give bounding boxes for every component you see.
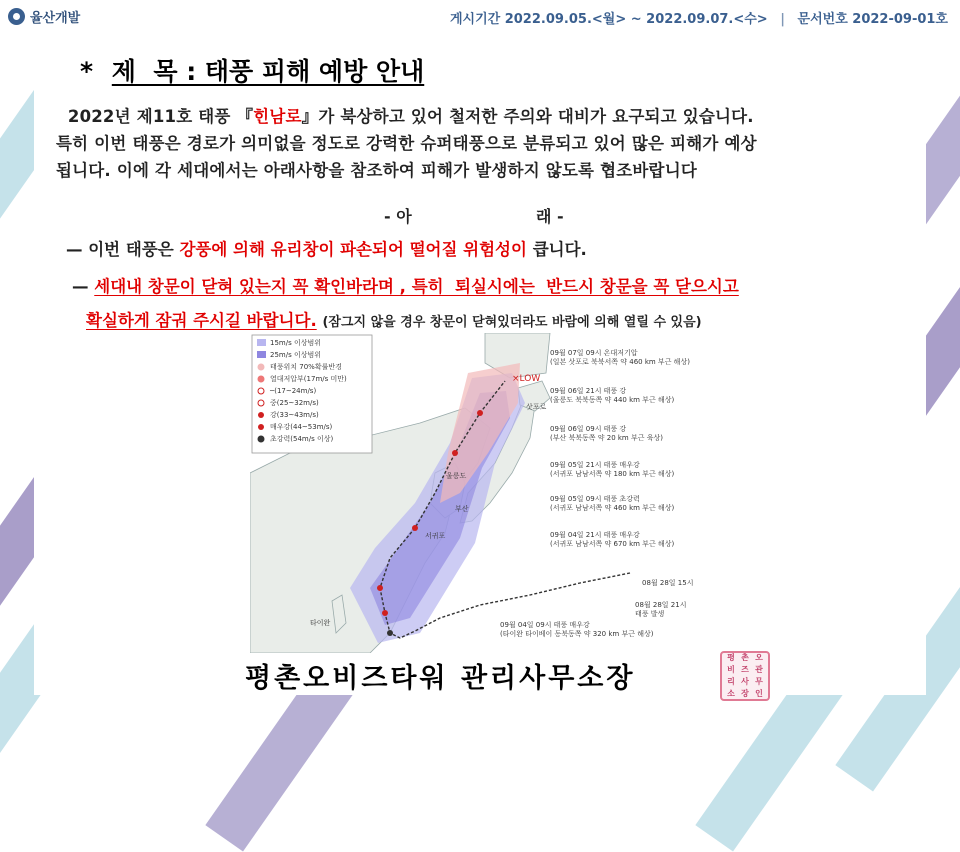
bullet1-prefix: — 이번 태풍은 — [66, 240, 180, 259]
notice-title — [80, 52, 424, 88]
track-point — [382, 610, 388, 616]
place-label: 타이완 — [310, 619, 331, 627]
legend-item: 중(25~32m/s) — [270, 399, 319, 407]
place-label: 삿포로 — [526, 403, 547, 411]
intro-line1-a: 2022년 제11호 태풍 『 — [67, 107, 254, 126]
intro-line1-b: 』가 북상하고 있어 철저한 주의와 대비가 요구되고 있습니다. — [301, 107, 754, 126]
typhoon-track-map — [250, 333, 708, 653]
track-annotation-detail: (울릉도 북북동쪽 약 440 km 부근 해상) — [550, 396, 675, 404]
legend-item: 매우강(44~53m/s) — [270, 423, 333, 431]
typhoon-name: 힌남로 — [253, 107, 302, 126]
bullet3-note: (잠그지 않을 경우 창문이 닫혀있더라도 바람에 의해 열릴 수 있음) — [322, 315, 702, 330]
legend-item: 초강력(54m/s 이상) — [270, 435, 334, 443]
track-annotation-detail: (서귀포 남남서쪽 약 180 km 부근 해상) — [550, 470, 675, 478]
legend-item: 강(33~43m/s) — [270, 411, 319, 419]
place-label: 서귀포 — [425, 532, 446, 540]
track-annotation: 08월 28일 15시 — [642, 579, 694, 587]
place-label: 부산 — [455, 505, 469, 513]
track-annotation-detail: (타이완 타이베이 동북동쪽 약 320 km 부근 해상) — [500, 630, 654, 638]
track-annotation-detail: (서귀포 남남서쪽 약 670 km 부근 해상) — [550, 540, 675, 548]
track-point — [477, 410, 483, 416]
legend-item: 열대저압부(17m/s 미만) — [270, 375, 347, 383]
track-annotation-detail: 태풍 발생 — [635, 610, 665, 618]
map-svg — [250, 333, 708, 653]
bullet1-warning: 강풍에 의해 유리창이 파손되어 떨어질 위험성이 — [179, 240, 527, 259]
bullet3-warning: 확실하게 잠궈 주시길 바랍니다. — [86, 311, 317, 330]
track-annotation-detail: (부산 북북동쪽 약 20 km 부근 육상) — [550, 434, 663, 442]
track-annotation: 09월 06일 09시 태풍 강 — [550, 425, 627, 433]
company-logo — [8, 5, 80, 27]
bullet-item-2 — [72, 273, 739, 297]
below-marker-left: - 아 — [384, 207, 412, 226]
track-annotation: 09월 05일 21시 태풍 매우강 — [550, 461, 640, 469]
bullet1-suffix: 큽니다. — [526, 240, 587, 259]
intro-line2: 특히 이번 태풍은 경로가 의미없을 정도로 강력한 슈퍼태풍으로 분류되고 있어 많은 피해가 예상 — [56, 134, 757, 153]
bullet-item-3 — [86, 307, 702, 331]
track-annotation: 08월 28일 21시 — [635, 601, 687, 609]
separator: | — [780, 12, 785, 27]
title-text: 제 목 : 태풍 피해 예방 안내 — [111, 57, 425, 86]
track-annotation-detail: (일본 삿포로 북북서쪽 약 460 km 부근 해상) — [550, 358, 690, 366]
track-annotation: 09월 04일 09시 태풍 매우강 — [500, 621, 590, 629]
bullet-item-1 — [66, 236, 587, 260]
posting-info — [450, 8, 948, 27]
bullet2-warning: 세대내 창문이 닫혀 있는지 꼭 확인바라며 , 특히 퇴실시에는 반드시 창문을 꼭 닫으시고 — [94, 277, 739, 296]
legend-item: 태풍위치 70%확률반경 — [270, 363, 342, 371]
track-point — [387, 630, 393, 636]
below-marker-right: 래 - — [536, 207, 564, 226]
official-seal: 평 촌 오 비 즈 관 리 사 무 소 장 인 — [720, 651, 770, 701]
posting-period: 게시기간 2022.09.05.<월> ~ 2022.09.07.<수> — [449, 12, 768, 27]
track-point — [452, 450, 458, 456]
track-point — [377, 585, 383, 591]
office-signature: 평촌오비즈타워 관리사무소장 — [245, 663, 636, 694]
track-annotation-detail: (서귀포 남남서쪽 약 460 km 부근 해상) — [550, 504, 675, 512]
track-annotation: 09월 06일 21시 태풍 강 — [550, 387, 627, 395]
track-annotation: 09월 05일 09시 태풍 초강력 — [550, 495, 640, 503]
header-bar — [0, 0, 960, 33]
logo-text: 율산개발 — [30, 10, 81, 26]
low-label: ×LOW — [512, 374, 541, 384]
logo-icon — [8, 8, 25, 25]
legend-item: ─(17~24m/s) — [270, 387, 317, 395]
intro-line3: 됩니다. 이에 각 세대에서는 아래사항을 참조하여 피해가 발생하지 않도록 협조바랍니다 — [56, 161, 697, 180]
track-point — [412, 525, 418, 531]
document-number: 문서번호 2022-09-01호 — [797, 12, 948, 27]
intro-paragraph — [56, 103, 922, 184]
bullet2-prefix: — — [72, 277, 95, 296]
legend-item: 15m/s 이상범위 — [270, 339, 322, 347]
track-annotation: 09월 07일 09시 온대저기압 — [550, 349, 638, 357]
track-annotation: 09월 04일 21시 태풍 매우강 — [550, 531, 640, 539]
title-bullet: * — [80, 57, 94, 86]
legend-item: 25m/s 이상범위 — [270, 351, 322, 359]
place-label: 울릉도 — [446, 472, 467, 480]
